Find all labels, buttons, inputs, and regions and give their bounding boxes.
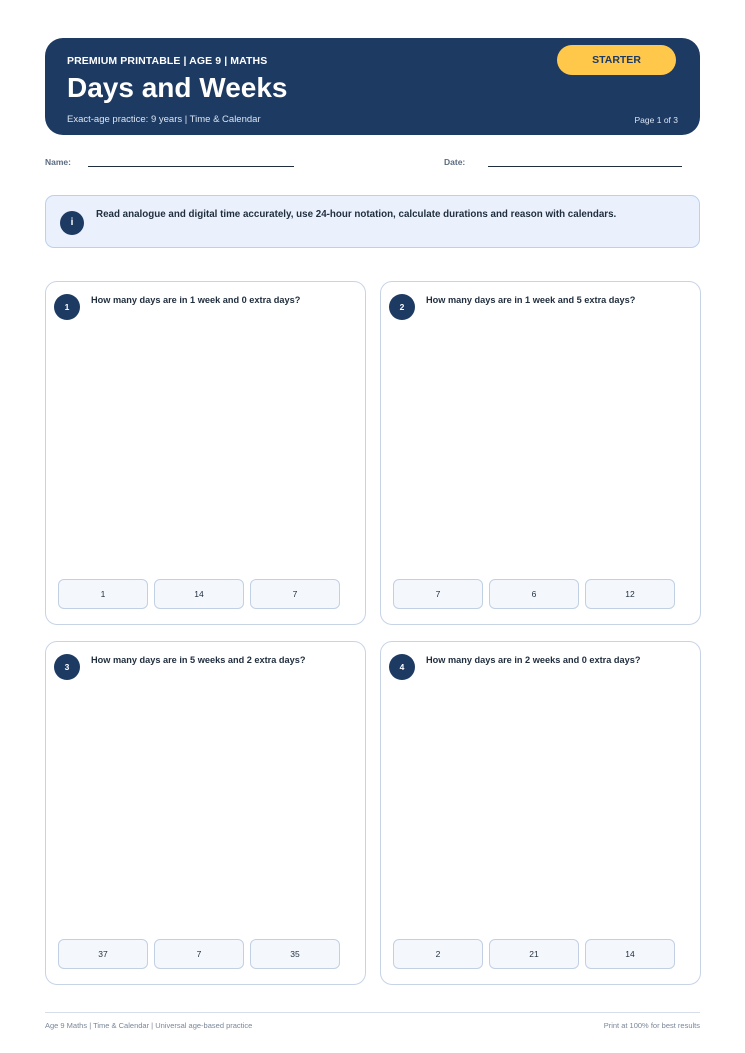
question-number: 4	[389, 654, 415, 680]
header-kicker: PREMIUM PRINTABLE | AGE 9 | MATHS	[67, 55, 268, 67]
question-card-3	[45, 641, 366, 985]
footer-divider	[45, 1012, 700, 1013]
header-subtitle: Exact-age practice: 9 years | Time & Calendar	[67, 114, 261, 125]
answer-option[interactable]: 37	[58, 939, 148, 969]
print-note: Print at 100% for best results	[603, 1021, 700, 1030]
question-card-1	[45, 281, 366, 625]
answer-option[interactable]: 7	[154, 939, 244, 969]
answer-option[interactable]: 35	[250, 939, 340, 969]
page-title: Days and Weeks	[67, 72, 288, 103]
question-number: 1	[54, 294, 80, 320]
info-box	[45, 195, 700, 248]
answer-option[interactable]: 14	[585, 939, 675, 969]
answer-option[interactable]: 14	[154, 579, 244, 609]
date-field[interactable]	[488, 166, 682, 167]
answer-option[interactable]: 12	[585, 579, 675, 609]
answer-option[interactable]: 1	[58, 579, 148, 609]
question-text: How many days are in 1 week and 5 extra days?	[426, 295, 636, 305]
info-text: Read analogue and digital time accurately, use 24-hour notation, calculate durations and reason with calendars.	[96, 209, 617, 220]
answer-option[interactable]: 7	[393, 579, 483, 609]
answer-option[interactable]: 7	[250, 579, 340, 609]
question-number: 3	[54, 654, 80, 680]
question-text: How many days are in 5 weeks and 2 extra days?	[91, 655, 306, 665]
answer-option[interactable]: 21	[489, 939, 579, 969]
question-text: How many days are in 1 week and 0 extra days?	[91, 295, 301, 305]
answer-option[interactable]: 6	[489, 579, 579, 609]
date-label: Date:	[444, 157, 466, 167]
level-badge: STARTER	[557, 45, 676, 75]
question-text: How many days are in 2 weeks and 0 extra days?	[426, 655, 641, 665]
worksheet-header	[45, 38, 700, 135]
footer-text: Age 9 Maths | Time & Calendar | Universal age-based practice	[45, 1021, 253, 1030]
info-icon: i	[60, 211, 84, 235]
answer-option[interactable]: 2	[393, 939, 483, 969]
page-number: Page 1 of 3	[634, 115, 678, 125]
name-label: Name:	[45, 157, 71, 167]
question-card-2	[380, 281, 701, 625]
question-number: 2	[389, 294, 415, 320]
question-card-4	[380, 641, 701, 985]
name-field[interactable]	[88, 166, 294, 167]
